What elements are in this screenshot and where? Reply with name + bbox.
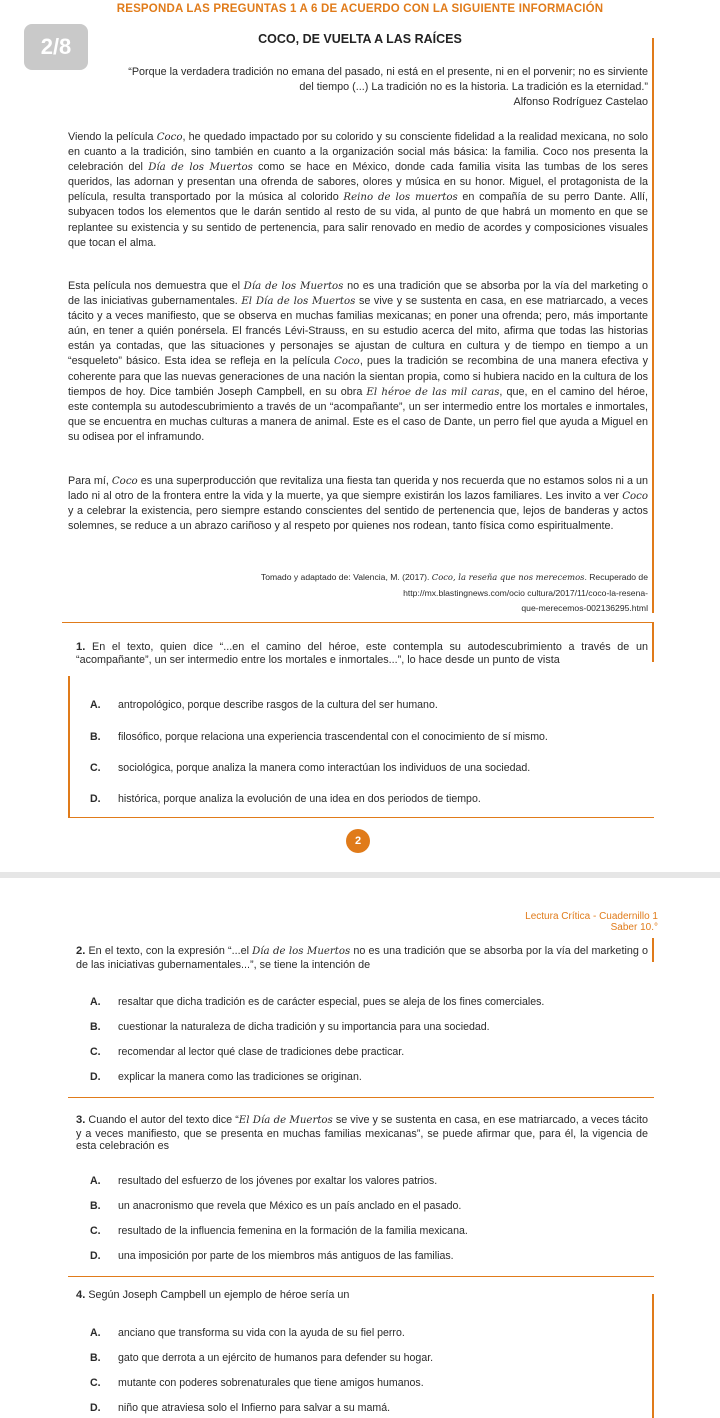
question-1-right-rule xyxy=(652,622,654,662)
question-4-option-c[interactable]: C. mutante con poderes sobrenaturales que tiene amigos humanos. xyxy=(90,1377,424,1389)
question-2-option-a[interactable]: A. resaltar que dicha tradición es de carácter especial, pues se aleja de los fines comerciales. xyxy=(90,996,545,1008)
epigraph-quote-line-1: “Porque la verdadera tradición no emana del pasado, ni está en el presente, ni en el porvenir; no es sirviente xyxy=(128,66,648,78)
question-3-top-rule xyxy=(68,1097,654,1098)
question-2-option-d[interactable]: D. explicar la manera como las tradiciones se originan. xyxy=(90,1071,362,1083)
question-3-option-d[interactable]: D. una imposición por parte de los miembros más antiguos de las familias. xyxy=(90,1250,454,1262)
reading-title: COCO, DE VUELTA A LAS RAÍCES xyxy=(258,32,462,46)
question-4-top-rule xyxy=(68,1276,654,1277)
page-number-badge: 2 xyxy=(346,829,370,853)
epigraph-author: Alfonso Rodríguez Castelao xyxy=(513,96,648,108)
question-3-stem: 3. Cuando el autor del texto dice “El Día de Muertos se vive y se sustenta en casa, en ese matriarcado, a veces tácito y a veces manifiesto, que se presenta en muchas familias mexicanas”, se puede afirmar que, para él, la vigencia de esta celebración es xyxy=(76,1114,648,1152)
reading-paragraph-1: Viendo la película Coco, he quedado impactado por su colorido y su consciente fidelidad a la realidad mexicana, no solo en cuanto a la tradición, sino también en cuanto a la organización social más básica: la familia. Coco nos presenta la celebración del Día de los Muertos como se hace en México, donde cada familia visita las tumbas de los seres queridos, las adornan y presentan una ofrenda de sabores, olores y música en su honor. Miguel, el protagonista de la película, resulta transportado por la música al colorido Reino de los muertos en compañía de su perro Dante. Allí, subyacen todos los elementos que le darán sentido al resto de su vida, al punto de que habrá un momento en que se replantee su existencia y su sentido de pertenencia, para salir renovado en medio de acordes y composiciones visuales que tocan el alma. xyxy=(68,131,648,249)
question-1-option-d[interactable]: D. histórica, porque analiza la evolución de una idea en dos periodos de tiempo. xyxy=(90,793,481,805)
reading-right-rule xyxy=(652,38,654,613)
question-2-option-b[interactable]: B. cuestionar la naturaleza de dicha tradición y su importancia para una sociedad. xyxy=(90,1021,490,1033)
question-3-option-c[interactable]: C. resultado de la influencia femenina en la formación de la familia mexicana. xyxy=(90,1225,468,1237)
epigraph-quote-line-2: del tiempo (...) La tradición no es la historia. La tradición es la eternidad.” xyxy=(299,81,648,93)
question-3-option-a[interactable]: A. resultado del esfuerzo de los jóvenes por exaltar los valores patrios. xyxy=(90,1175,438,1187)
page-2 xyxy=(0,878,720,1418)
question-4-stem: 4. Según Joseph Campbell un ejemplo de héroe sería un xyxy=(76,1289,350,1301)
question-2-stem: 2. En el texto, con la expresión “...el Día de los Muertos no es una tradición que se absorba por la vía del marketing o de las iniciativas gubernamentales...”, se tiene la intención de xyxy=(76,945,648,971)
reading-paragraph-3: Para mí, Coco es una superproducción que revitaliza una fiesta tan querida y nos recuerda que no estamos solos ni a un lado ni al otro de la frontera entre la vida y la muerte, ya que siempre existirán los lazos familiares. Les invito a ver Coco y a celebrar la existencia, pero siempre estando conscientes del sentido de pertenencia que, lejos de banderas y actos solemnes, se reduce a un abrazo cariñoso y al respeto por quienes nos rodean, tanto física como espiritualmente. xyxy=(68,475,648,533)
question-3-option-b[interactable]: B. un anacronismo que revela que México es un país anclado en el pasado. xyxy=(90,1200,462,1212)
page-counter-badge: 2/8 xyxy=(24,24,88,70)
question-4-right-rule xyxy=(652,1294,654,1418)
reading-paragraph-2: Esta película nos demuestra que el Día de los Muertos no es una tradición que se absorba por la vía del marketing o de las iniciativas gubernamentales. El Día de los Muertos se vive y se sustenta en casa, en ese matriarcado, a veces tácito y a veces manifiesto, que se observa en muchas familias mexicanas; en poner una ofrenda; pero, más importante aún, en tener a quién ponérsela. El francés Lévi-Strauss, en su estudio acerca del mito, afirma que todas las historias están ya contadas, que las situaciones y personajes se ajustan de cultura en cultura y de tiempo en tiempo a un “esqueleto” básico. Esta idea se refleja en la película Coco, pues la tradición se recombina de una manera efectiva y coherente para que las nuevas generaciones de una nación la sientan propia, como si hubiera nacido en la cultura de los tiempos de hoy. Dice también Joseph Campbell, en su obra El héroe de las mil caras, que, en el camino del héroe, este contempla su autodescubrimiento a través de un “acompañante”, un ser intermedio entre los mortales e inmortales, que se encuentra en muchas culturas a manera de animal. Este es el caso de Dante, un perro fiel que ayuda a Miguel en su odisea por el inframundo. xyxy=(68,280,649,443)
question-4-option-d[interactable]: D. niño que atraviesa solo el Infierno para salvar a su mamá. xyxy=(90,1402,391,1414)
question-1-option-c[interactable]: C. sociológica, porque analiza la manera como interactúan los individuos de una sociedad. xyxy=(90,762,531,774)
question-1-stem: 1. En el texto, quien dice “...en el camino del héroe, este contempla su autodescubrimiento a través de un “acompañante”, un ser intermedio entre los mortales e inmortales...”, lo hace desde un punto de vista xyxy=(76,641,648,666)
question-1-top-rule xyxy=(62,622,654,623)
question-2-right-rule xyxy=(652,938,654,962)
running-head-title: Lectura Crítica - Cuadernillo 1 xyxy=(525,911,658,922)
source-url-line-1: http://mx.blastingnews.com/ocio cultura/2017/11/coco-la-resena- xyxy=(403,587,648,598)
running-head xyxy=(525,911,658,933)
question-4-option-b[interactable]: B. gato que derrota a un ejército de humanos para defender su hogar. xyxy=(90,1352,434,1364)
question-1-left-rule xyxy=(68,676,70,818)
epigraph xyxy=(66,65,648,110)
source-citation: Tomado y adaptado de: Valencia, M. (2017). Coco, la reseña que nos merecemos. Recuperado de http://mx.blastingnews.com/ocio cultura/2017/11/coco-la-resena- que-merecemos-002136295.html xyxy=(200,570,648,617)
question-1-option-a[interactable]: A. antropológico, porque describe rasgos de la cultura del ser humano. xyxy=(90,699,438,711)
question-1-option-b[interactable]: B. filosófico, porque relaciona una experiencia trascendental con el conocimiento de sí mismo. xyxy=(90,731,548,743)
question-1-bottom-rule xyxy=(68,817,654,818)
source-url-line-2: que-merecemos-002136295.html xyxy=(521,603,648,613)
question-4-option-a[interactable]: A. anciano que transforma su vida con la ayuda de su fiel perro. xyxy=(90,1327,405,1339)
running-head-subtitle: Saber 10.° xyxy=(610,922,658,933)
question-2-option-c[interactable]: C. recomendar al lector qué clase de tradiciones debe practicar. xyxy=(90,1046,405,1058)
instructions-header: RESPONDA LAS PREGUNTAS 1 A 6 DE ACUERDO CON LA SIGUIENTE INFORMACIÓN xyxy=(116,3,604,15)
